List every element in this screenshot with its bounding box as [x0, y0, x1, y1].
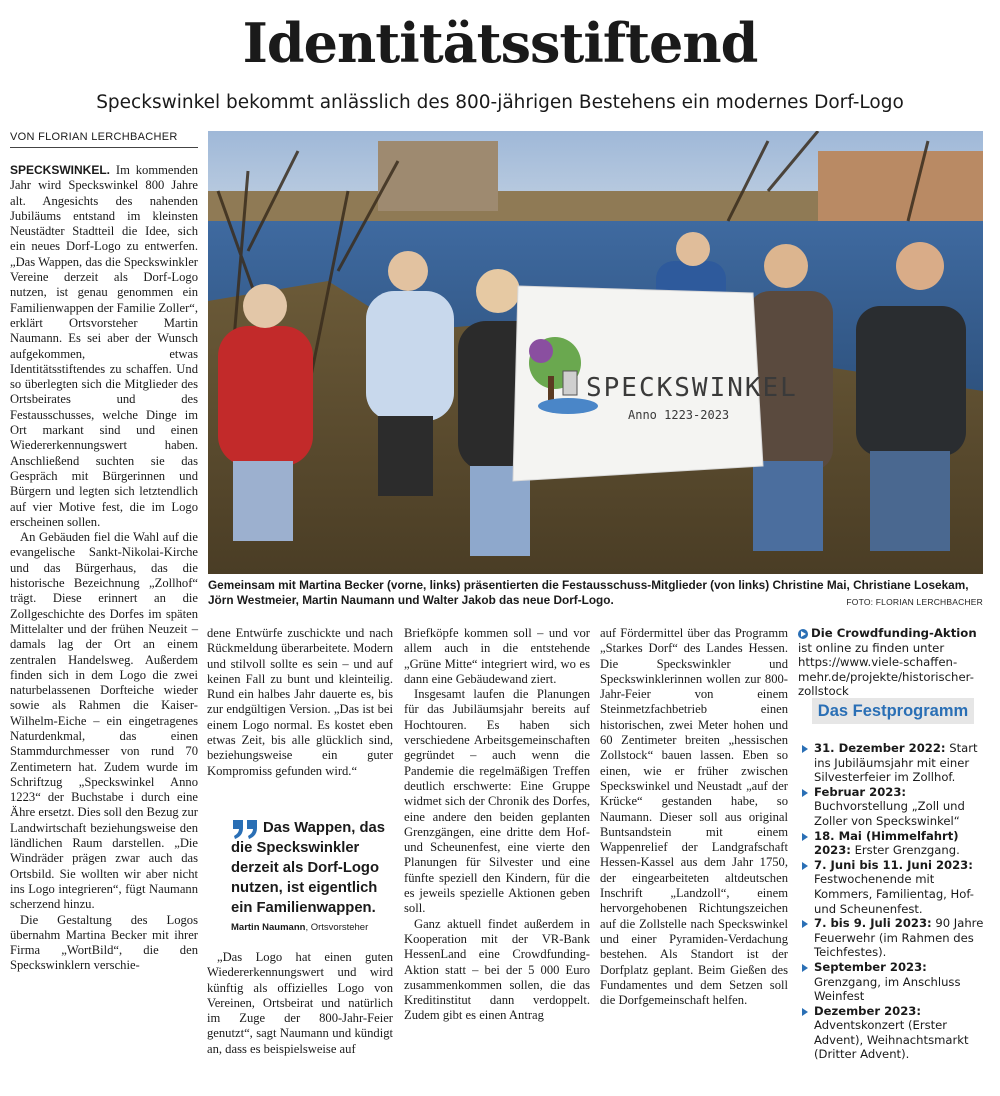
photo-scene — [208, 131, 983, 574]
photo-credit: FOTO: FLORIAN LERCHBACHER — [846, 597, 983, 607]
arrow-circle-icon — [798, 629, 808, 639]
crowdfunding-note — [798, 626, 990, 699]
festprogramm-list — [802, 741, 990, 1062]
crowdfunding-title: Die Crowdfunding-Aktion — [811, 626, 977, 640]
byline: VON FLORIAN LERCHBACHER — [10, 131, 198, 148]
paragraph: An Gebäuden fiel die Wahl auf die evangelische Sankt-Nikolai-Kirche und das Bürgerhaus, das die historische Bezeichnung „Zollhof“ trägt. Diese erinnert an die Zollgeschichte des Dorfes im späten Mittelalter und der frühen Neuzeit – damals lag der Ort an einem zentralen Handelsweg. Außerdem finden sich in dem Logo die zwei naturbelassenen Dorfteiche wieder sowie als Rahmen die Kaiser-Wilhelm-Eiche – ein eingetragenes Naturdenkmal, das einen Stammdurchmesser von rund 70 Zentimetern hat. Zudem wurde im Schriftzug „Speckswinkel Anno 1223“ der Buchstabe i durch eine Ähre ersetzt. Dies soll den Bezug zur Landwirtschaft beziehungsweise den ländlichen Raum darstellen. „Die Windräder prägen zwar auch das Ortsbild. Sie wollten wir aber nicht ins Logo integrieren“, fügt Naumann scherzend hinzu. — [10, 530, 198, 912]
paragraph: Briefköpfe kommen soll – und vor allem auch in die entstehende „Grüne Mitte“ integriert wird, wo es dann eine Gebäudewand ziert. — [404, 626, 590, 686]
paragraph: Ganz aktuell findet außerdem in Kooperation mit der VR-Bank HessenLand eine Crowdfunding-Aktion statt – bei der 5 000 Euro zusammenkommen sollen, die das Kreditinstitut dann verdoppelt. Zudem gibt es einen Antrag — [404, 916, 590, 1023]
photo-caption: Gemeinsam mit Martina Becker (vorne, links) präsentierten die Festausschuss-Mitglieder (von links) Christine Mai, Christiane Losekam, Jörn Westmeier, Martin Naumann und Walter Jakob das neue Dorf-Logo. — [208, 578, 969, 607]
paragraph: Insgesamt laufen die Planungen für das Jubiläumsjahr bereits auf Hochtouren. Es haben sich verschiedene Arbeitsgemeinschaften gegründet – auch wenn die Pandemie die regelmäßigen Treffen deutlich erschwerte: Eine Gruppe widmet sich der Chronik des Dorfes, eine andere den beiden geplanten Grenzgängen, eine dritte dem Hof- und Scheunenfest, eine vierte den Planungen für Silvester und eine fünfte speziell den Kindern, für die es jeweils spezielle Aktionen geben soll. — [404, 687, 590, 916]
quote-author — [231, 922, 393, 933]
quote-author-name: Martin Naumann — [231, 922, 306, 933]
paragraph: „Das Logo hat einen guten Wiedererkennungswert und wird künftig als offizielles Logo von Vereinen, Ortsbeirat und natürlich im Zuge der 800-Jahr-Feier genutzt“, sagt Naumann und kündigt an, dass es beispielsweise auf — [207, 950, 393, 1056]
dateline: SPECKSWINKEL. — [10, 163, 111, 177]
article-column-2-bottom — [207, 950, 393, 1057]
list-item: 31. Dezember 2022: Start ins Jubiläumsjahr mit einer Silvesterfeier im Zollhof. — [802, 741, 990, 785]
paragraph-text: Im kommenden Jahr wird Speckswinkel 800 Jahre alt. Angesichts des nahenden Jubiläums entstand im kleinsten Neustädter Stadtteil die Idee, sich ein neues Dorf-Logo zu entwerfen. „Das Wappen, das die Speckswinkler Vereine derzeit als Dorf-Logo nutzen, ist genau genommen ein Familienwappen der Familie Zoller“, erklärt Ortsvorsteher Martin Naumann. Es sei aber der Wunsch aufgekommen, etwas Identitätsstiftendes zu schaffen. Und so überlegten sich die Mitglieder des Ortsbeirates und des Festausschusses, welche Dinge im Ort markant sind und einen Wiedererkennungswert haben. Anschließend suchten sie das Gespräch mit Bürgerinnen und Bürgern und legten sich letztendlich auf vier Motive fest, die im Logo erscheinen sollen. — [10, 163, 198, 529]
crowdfunding-text: ist online zu finden unter https://www.viele-schaffen-mehr.de/projekte/historischer-zollstock — [798, 640, 974, 698]
article-column-1 — [10, 163, 198, 1088]
paragraph — [10, 163, 198, 530]
list-item: Februar 2023: Buchvorstellung „Zoll und Zoller von Speckswinkel“ — [802, 785, 990, 829]
paragraph: Die Gestaltung des Logos übernahm Martina Becker mit ihrer Firma „WortBild“, die den Speckswinklern verschie- — [10, 912, 198, 973]
paragraph: auf Fördermittel über das Programm „Starkes Dorf“ des Landes Hessen. Die Speckswinkler und Speckswinklerinnen wollen zur 800-Jahr-Feier von einem Steinmetzfachbetrieb einen historischen, zwei Meter hohen und 60 Zentimeter breiten „hessischen Zollstock“ bauen lassen. Eben so einen, wie er früher zwischen Speckswinkel und Neustadt „auf der Krücke“ gestanden habe, so Naumann. Dieser soll aus original Buntsandstein mit einem Wappenrelief der Landgrafschaft Hessen-Kassel aus dem Jahr 1750, der eingearbeiteten altdeutschen Inschrift „Landzoll“, einem hervorgehobenen Richtungszeichen auf die Zollstelle nach Speckswinkel und einer Pyramiden-Verdachung bestehen. Als Standort ist der Dorfplatz geplant. Beim Gießen des Fundamentes und dem Setzen soll die Dorfgemeinschaft helfen. — [600, 626, 788, 1008]
subheadline: Speckswinkel bekommt anlässlich des 800-jährigen Bestehens ein modernes Dorf-Logo — [96, 92, 904, 113]
article-column-3 — [404, 626, 590, 1066]
list-item: September 2023: Grenzgang, im Anschluss Weinfest — [802, 960, 990, 1004]
banner-subtitle: Anno 1223-2023 — [628, 408, 730, 422]
festprogramm-title: Das Festprogramm — [817, 702, 969, 720]
list-item: 7. Juni bis 11. Juni 2023: Festwochenende mit Kommers, Familientag, Hof- und Scheunenfest. — [802, 858, 990, 916]
list-item: 7. bis 9. Juli 2023: 90 Jahre Feuerwehr (im Rahmen des Teichfestes). — [802, 916, 990, 960]
article-photo — [208, 131, 983, 574]
quote-author-role: , Ortsvorsteher — [305, 922, 369, 933]
article-column-4 — [600, 626, 788, 1066]
list-item: 18. Mai (Himmelfahrt) 2023: Erster Grenzgang. — [802, 829, 990, 858]
quote-text: Das Wappen, das die Speckswinkler derzeit als Dorf-Logo nutzen, ist eigentlich ein Familienwappen. — [231, 820, 385, 916]
list-item: Dezember 2023: Adventskonzert (Erster Advent), Weihnachtsmarkt (Dritter Advent). — [802, 1004, 990, 1062]
banner-title: SPECKSWINKEL — [586, 373, 798, 403]
paragraph: dene Entwürfe zuschickte und nach Rückmeldung überarbeitete. Modern und stilvoll sollte es sein – und auf keinen Fall zu bunt und kleinteilig. Rund ein halbes Jahr dauerte es, bis zur endgültigen Version. „Das ist bei einem Logo normal. Es kostet eben etwas Zeit, bis alle glücklich sind, beziehungsweise ein guter Kompromiss gefunden wird.“ — [207, 626, 393, 778]
headline: Identitätsstiftend — [242, 11, 758, 75]
quote-mark-icon — [231, 818, 261, 840]
pull-quote — [231, 818, 393, 933]
article-column-2 — [207, 626, 393, 779]
